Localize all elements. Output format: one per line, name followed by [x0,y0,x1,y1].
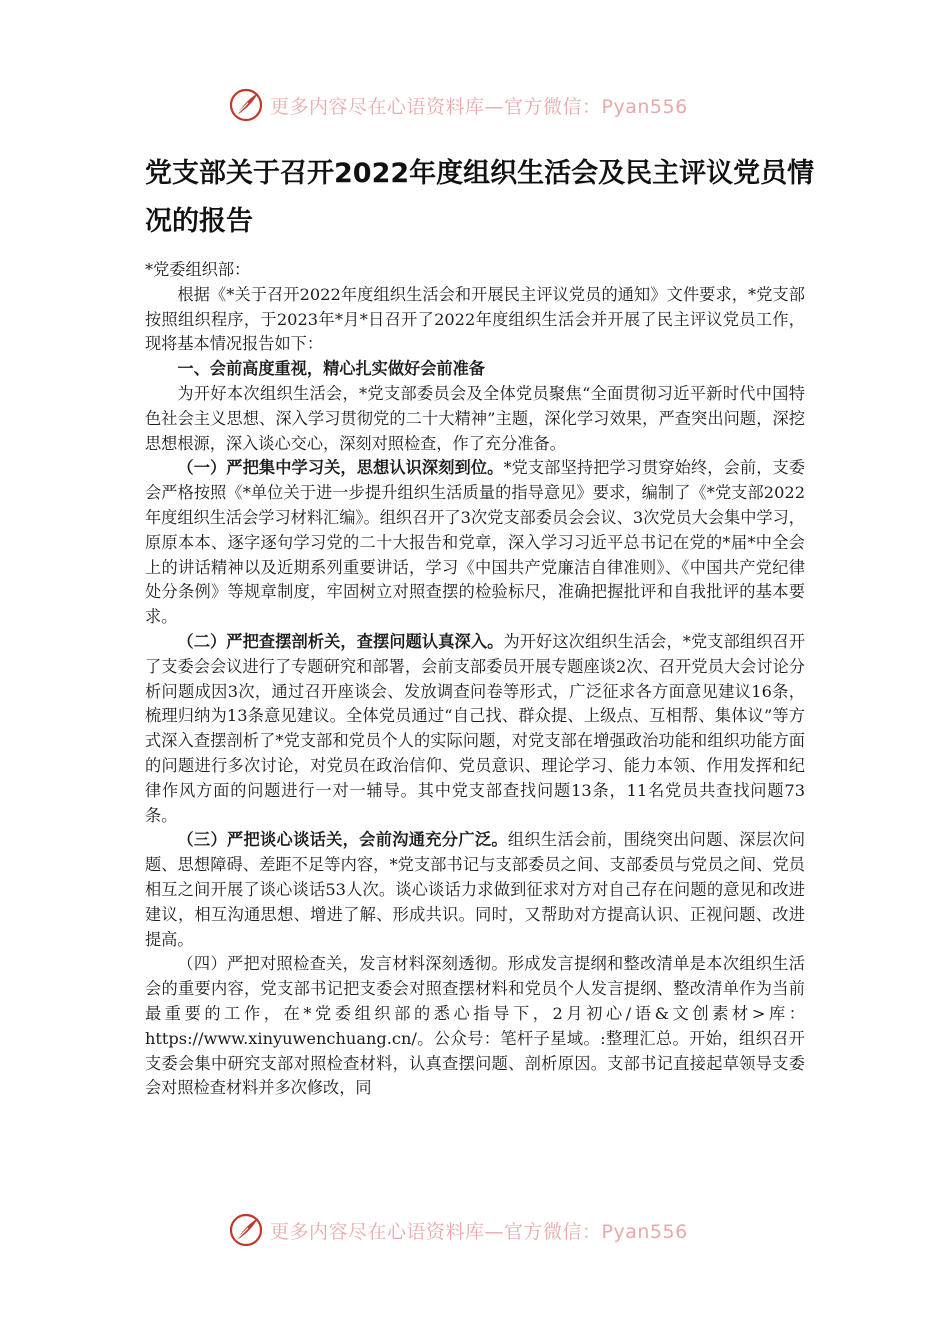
feather-pen-logo-icon [228,1212,264,1248]
paragraph-check: （四）严把对照检查关，发言材料深刻透彻。形成发言提纲和整改清单是本次组织生活会的重要内容，党支部书记把支委会对照查摆材料和党员个人发言提纲、整改清单作为当前最重要的工作，在*党委组织部的悉心指导下，2月初心/语&文创素材>库：https://www.xinyuwenchuang.cn/。公众号：笔杆子星域。:整理汇总。开始，组织召开支委会集中研究支部对照检查材料，认真查摆问题、剖析原因。支部书记直接起草领导支委会对照检查材料并多次修改，同 [145,954,805,1098]
paragraph-review [145,630,805,828]
intro-paragraph: 根据《*关于召开2022年度组织生活会和开展民主评议党员的通知》文件要求，*党支部按照组织程序，于2023年*月*日召开了2022年度组织生活会并开展了民主评议党员工作，现将基本情况报告如下： [145,284,805,354]
salutation: *党委组织部： [145,260,251,279]
paragraph-text: 组织生活会前，围绕突出问题、深层次问题、思想障碍、差距不足等内容，*党支部书记与支部委员之间、支部委员与党员之间、党员相互之间开展了谈心谈话53人次。谈心谈话力求做到征求对方对自己存在问题的意见和改进建议，相互沟通思想、增进了解、形成共识。同时，又帮助对方提高认识、正视问题、改进提高。 [145,830,806,949]
banner-text: 更多内容尽在心语资料库—官方微信：Pyan556 [270,95,688,118]
document-body [145,258,805,1101]
feather-pen-logo-icon [228,87,264,123]
paragraph-text: *党支部坚持把学习贯穿始终，会前，支委会严格按照《*单位关于进一步提升组织生活质量的指导意见》要求，编制了《*党支部2022年度组织生活会学习材料汇编》。组织召开了3次党支部委员会会议、3次党员大会集中学习，原原本本、逐字逐句学习党的二十大报告和党章，深入学习习近平总书记在党的*届*中全会上的讲话精神以及近期系列重要讲话，学习《中国共产党廉洁自律准则》、《中国共产党纪律处分条例》等规章制度，牢固树立对照查摆的检验标尺，准确把握批评和自我批评的基本要求。 [145,458,806,627]
section-heading: 一、会前高度重视，精心扎实做好会前准备 [177,359,485,379]
paragraph-text: 为开好这次组织生活会，*党支部组织召开了支委会会议进行了专题研究和部署，会前支部委员开展专题座谈2次、召开党员大会讨论分析问题成因3次，通过召开座谈会、发放调查问卷等形式，广泛征求各方面意见建议16条，梳理归纳为13条意见建议。全体党员通过“自己找、群众提、上级点、互相帮、集体议”等方式深入查摆剖析了*党支部和党员个人的实际问题，对党支部在增强政治功能和组织功能方面的问题进行多次讨论，对党员在政治信仰、党员意识、理论学习、能力本领、作用发挥和纪律作风方面的问题进行一对一辅导。其中党支部查找问题13条，11名党员共查找问题73条。 [145,631,806,825]
footer-banner [228,1210,748,1250]
banner-text: 更多内容尽在心语资料库—官方微信：Pyan556 [270,1220,688,1243]
paragraph-study [145,456,805,630]
paragraph-talks [145,828,805,952]
paragraph-lead: （二）严把查摆剖析关，查摆问题认真深入。 [177,631,504,651]
page-title: 党支部关于召开2022年度组织生活会及民主评议党员情况的报告 [145,158,815,237]
header-banner [228,85,748,125]
section-intro-paragraph: 为开好本次组织生活会，*党支部委员会及全体党员聚焦“全面贯彻习近平新时代中国特色社会主义思想、深入学习贯彻党的二十大精神”主题，深化学习效果，严查突出问题，深挖思想根源，深入谈心交心，深刻对照检查，作了充分准备。 [145,383,805,453]
paragraph-lead: （一）严把集中学习关，思想认识深刻到位。 [177,458,504,478]
paragraph-lead: （三）严把谈心谈话关，会前沟通充分广泛。 [177,830,508,850]
